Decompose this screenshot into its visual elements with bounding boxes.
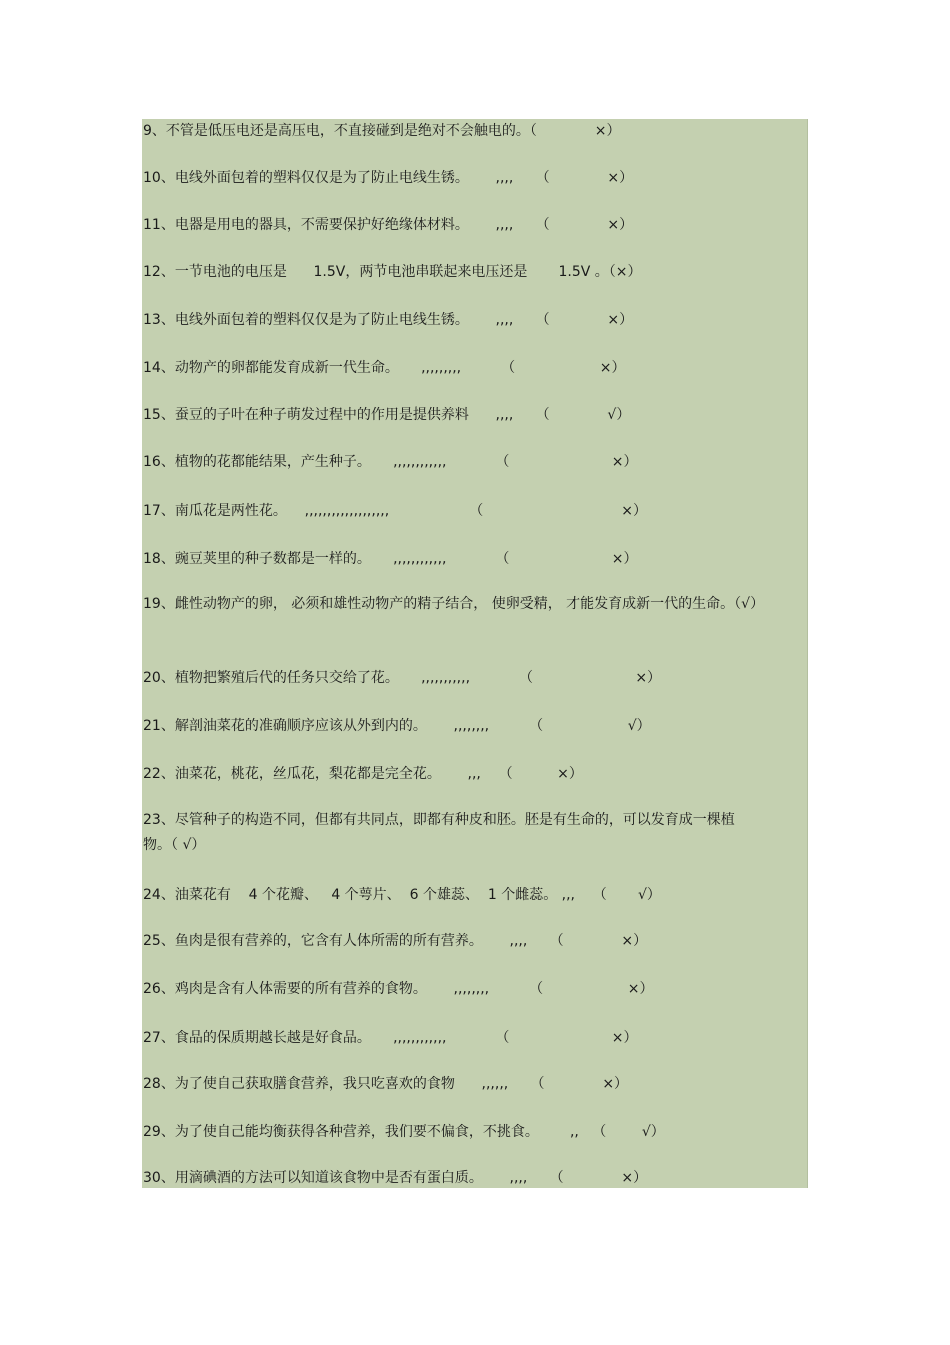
question-line: 9、不管是低压电还是高压电，不直接碰到是绝对不会触电的。（ ×） — [143, 123, 621, 139]
question-line: 30、用滴碘酒的方法可以知道该食物中是否有蛋白质。 ,,,, （ ×） — [143, 1170, 648, 1186]
question-line: 14、动物产的卵都能发育成新一代生命。 ,,,,,,,,, （ ×） — [143, 360, 626, 376]
question-line: 18、豌豆荚里的种子数都是一样的。 ,,,,,,,,,,,, （ ×） — [143, 551, 638, 567]
question-line: 29、为了使自己能均衡获得各种营养，我们要不偏食，不挑食。 ,, （ √） — [143, 1124, 665, 1140]
question-line: 24、油菜花有 4 个花瓣、 4 个萼片、 6 个雄蕊、 1 个雌蕊。 ,,, （ √） — [143, 887, 661, 903]
question-line: 16、植物的花都能结果，产生种子。 ,,,,,,,,,,,, （ ×） — [143, 454, 638, 470]
question-line: 26、鸡肉是含有人体需要的所有营养的食物。 ,,,,,,,, （ ×） — [143, 981, 654, 997]
question-line: 25、鱼肉是很有营养的，它含有人体所需的所有营养。 ,,,, （ ×） — [143, 933, 648, 949]
question-line: 23、尽管种子的构造不同，但都有共同点，即都有种皮和胚。胚是有生命的，可以发育成一棵植物。（ √） — [143, 812, 735, 853]
question-line: 21、解剖油菜花的准确顺序应该从外到内的。 ,,,,,,,, （ √） — [143, 718, 651, 734]
question-line: 10、电线外面包着的塑料仅仅是为了防止电线生锈。 ,,,, （ ×） — [143, 170, 634, 186]
question-line: 20、植物把繁殖后代的任务只交给了花。 ,,,,,,,,,,, （ ×） — [143, 670, 662, 686]
question-line: 19、雌性动物产的卵， 必须和雄性动物产的精子结合， 使卵受精， 才能发育成新一代的生命。（√） — [143, 596, 765, 612]
question-line: 22、油菜花，桃花，丝瓜花，梨花都是完全花。 ,,, （ ×） — [143, 766, 583, 782]
question-line: 12、一节电池的电压是 1.5V，两节电池串联起来电压还是 1.5V 。（×） — [143, 264, 642, 280]
question-line: 27、食品的保质期越长越是好食品。 ,,,,,,,,,,,, （ ×） — [143, 1030, 638, 1046]
question-line: 15、蚕豆的子叶在种子萌发过程中的作用是提供养料 ,,,, （ √） — [143, 407, 631, 423]
question-line: 11、电器是用电的器具，不需要保护好绝缘体材料。 ,,,, （ ×） — [143, 217, 634, 233]
question-line: 28、为了使自己获取膳食营养，我只吃喜欢的食物 ,,,,,, （ ×） — [143, 1076, 629, 1092]
question-line: 13、电线外面包着的塑料仅仅是为了防止电线生锈。 ,,,, （ ×） — [143, 312, 634, 328]
question-line: 17、南瓜花是两性花。 ,,,,,,,,,,,,,,,,,,, （ ×） — [143, 503, 647, 519]
